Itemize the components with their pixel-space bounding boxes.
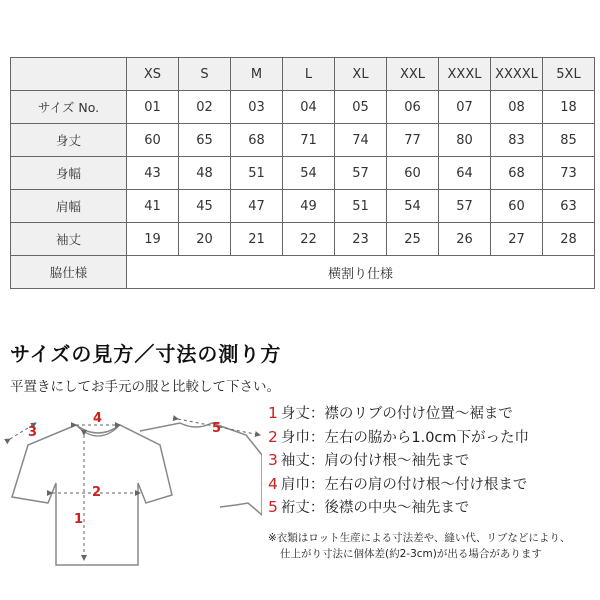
table-cell: 04 <box>283 91 335 124</box>
table-cell: 80 <box>439 124 491 157</box>
side-spec-cell: 横割り仕様 <box>127 256 595 289</box>
table-row <box>11 124 595 157</box>
marker-1: 1 <box>74 512 84 527</box>
table-cell: 57 <box>439 190 491 223</box>
table-row-side-spec <box>11 256 595 289</box>
marker-2: 2 <box>92 485 102 500</box>
table-cell: 06 <box>387 91 439 124</box>
size-header-cell: S <box>179 58 231 91</box>
legend-item-sleeve <box>268 449 529 473</box>
table-cell: 01 <box>127 91 179 124</box>
legend-number: 5 <box>268 498 278 517</box>
table-cell: 22 <box>283 223 335 256</box>
table-cell: 71 <box>283 124 335 157</box>
table-cell: 51 <box>231 157 283 190</box>
table-cell: 03 <box>231 91 283 124</box>
marker-4: 4 <box>93 411 103 426</box>
table-cell: 68 <box>491 157 543 190</box>
legend-item-length <box>268 402 529 426</box>
table-cell: 21 <box>231 223 283 256</box>
legend-text: 袖丈：肩の付け根〜袖先まで <box>280 453 470 470</box>
table-cell: 45 <box>179 190 231 223</box>
table-cell: 77 <box>387 124 439 157</box>
size-chart-table <box>10 57 595 289</box>
table-cell: 27 <box>491 223 543 256</box>
legend-item-chest <box>268 426 529 450</box>
table-cell: 60 <box>127 124 179 157</box>
table-row <box>11 157 595 190</box>
legend-text: 身丈：襟のリブの付け位置〜裾まで <box>280 406 513 422</box>
table-cell: 02 <box>179 91 231 124</box>
table-cell: 28 <box>543 223 595 256</box>
legend-number: 3 <box>268 451 278 470</box>
table-cell: 51 <box>335 190 387 223</box>
row-label-cell: 袖丈 <box>11 223 127 256</box>
marker-3: 3 <box>28 425 38 440</box>
size-header-cell: XL <box>335 58 387 91</box>
size-header-cell: XXL <box>387 58 439 91</box>
size-header-cell: L <box>283 58 335 91</box>
table-cell: 26 <box>439 223 491 256</box>
measurement-legend <box>268 402 529 520</box>
row-label-cell: サイズ No. <box>11 91 127 124</box>
legend-number: 1 <box>268 404 278 422</box>
table-cell: 49 <box>283 190 335 223</box>
size-table-body <box>11 58 595 289</box>
table-cell: 74 <box>335 124 387 157</box>
table-cell: 64 <box>439 157 491 190</box>
row-label-cell: 身幅 <box>11 157 127 190</box>
row-label-cell: 脇仕様 <box>11 256 127 289</box>
note-line-2: 仕上がり寸法に個体差(約2-3cm)が出る場合があります <box>280 548 542 560</box>
legend-number: 4 <box>268 474 278 493</box>
table-cell: 54 <box>387 190 439 223</box>
legend-number: 2 <box>268 427 278 446</box>
table-cell: 57 <box>335 157 387 190</box>
table-row <box>11 91 595 124</box>
table-cell: 65 <box>179 124 231 157</box>
size-header-cell: XS <box>127 58 179 91</box>
size-notes <box>268 530 570 562</box>
table-header-row <box>11 58 595 91</box>
table-cell: 08 <box>491 91 543 124</box>
instruction-text: 平置きにしてお手元の服と比較して下さい。 <box>10 379 280 395</box>
table-row <box>11 223 595 256</box>
size-header-cell: XXXXL <box>491 58 543 91</box>
table-cell: 63 <box>543 190 595 223</box>
note-line-1: ※衣類はロット生産による寸法差や、縫い代、リブなどにより、 <box>268 532 571 544</box>
legend-text: 身巾：左右の脇から1.0cm下がった巾 <box>280 429 530 446</box>
table-cell: 54 <box>283 157 335 190</box>
table-cell: 85 <box>543 124 595 157</box>
table-cell: 23 <box>335 223 387 256</box>
row-label-cell: 身丈 <box>11 124 127 157</box>
legend-text: 裄丈：後襟の中央〜袖先まで <box>280 500 470 517</box>
table-cell: 05 <box>335 91 387 124</box>
table-cell: 48 <box>179 157 231 190</box>
table-row <box>11 190 595 223</box>
row-label-cell: 肩幅 <box>11 190 127 223</box>
table-cell: 20 <box>179 223 231 256</box>
table-cell: 18 <box>543 91 595 124</box>
legend-item-shoulder <box>268 473 529 497</box>
section-title: サイズの見方／寸法の測り方 <box>10 342 282 366</box>
tshirt-diagram <box>0 395 262 570</box>
table-cell: 07 <box>439 91 491 124</box>
table-cell: 60 <box>491 190 543 223</box>
table-cell: 19 <box>127 223 179 256</box>
table-cell: 83 <box>491 124 543 157</box>
size-header-cell: 5XL <box>543 58 595 91</box>
table-cell: 73 <box>543 157 595 190</box>
size-header-cell: M <box>231 58 283 91</box>
table-cell: 41 <box>127 190 179 223</box>
legend-item-yuki <box>268 496 529 520</box>
table-cell: 68 <box>231 124 283 157</box>
table-cell: 43 <box>127 157 179 190</box>
table-cell: 25 <box>387 223 439 256</box>
marker-5: 5 <box>212 421 222 436</box>
legend-text: 肩巾：左右の肩の付け根〜付け根まで <box>280 476 528 493</box>
table-cell: 47 <box>231 190 283 223</box>
size-header-cell: XXXL <box>439 58 491 91</box>
table-corner-cell <box>11 58 127 91</box>
table-cell: 60 <box>387 157 439 190</box>
